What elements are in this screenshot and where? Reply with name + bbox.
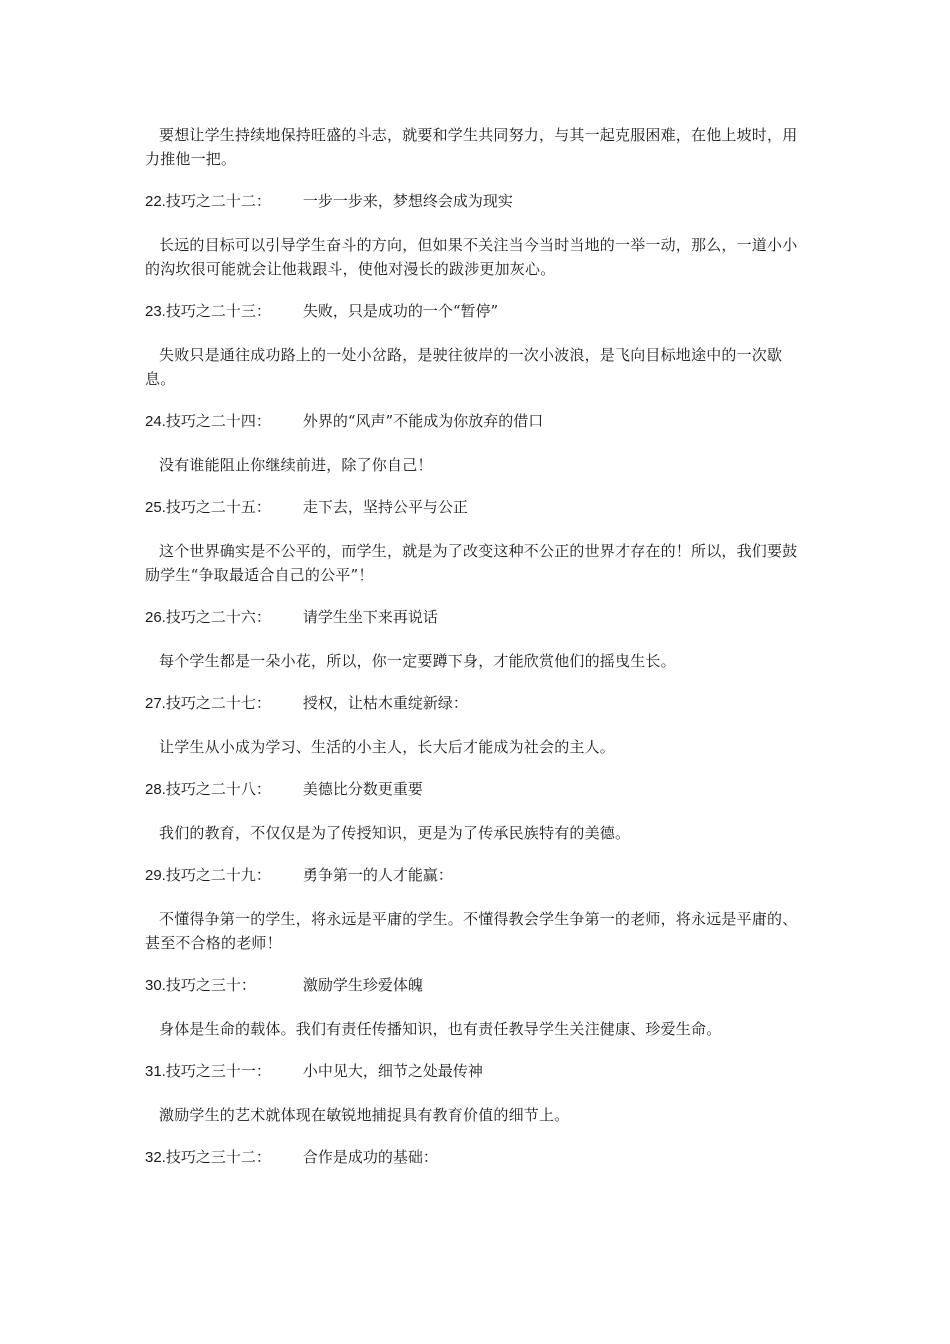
section-number: 28. [145, 781, 166, 798]
section-heading-24 [145, 409, 810, 434]
section-heading-28 [145, 777, 810, 802]
section-title: 请学生坐下来再说话 [302, 608, 438, 626]
paragraph: 这个世界确实是不公平的，而学生，就是为了改变这种不公正的世界才存在的！所以，我们要鼓励学生“争取最适合自己的公平”！ [145, 542, 798, 584]
section-label: 技巧之二十七： [165, 694, 271, 712]
section-heading-22 [145, 189, 810, 214]
section-heading-30 [145, 973, 810, 998]
section-label: 技巧之二十五： [165, 498, 271, 516]
section-number: 25. [145, 499, 166, 516]
section-heading-23 [145, 299, 810, 324]
paragraph: 每个学生都是一朵小花，所以，你一定要蹲下身，才能欣赏他们的摇曳生长。 [159, 652, 676, 670]
section-heading-31 [145, 1059, 810, 1084]
section-heading-27 [145, 691, 810, 716]
section-title: 美德比分数更重要 [302, 780, 423, 798]
paragraph: 长远的目标可以引导学生奋斗的方向，但如果不关注当今当时当地的一举一动，那么，一道小小的沟坎很可能就会让他栽跟斗，使他对漫长的跋涉更加灰心。 [145, 236, 798, 278]
paragraph: 激励学生的艺术就体现在敏锐地捕捉具有教育价值的细节上。 [159, 1106, 570, 1124]
section-title: 走下去，坚持公平与公正 [302, 498, 468, 516]
section-title: 小中见大，细节之处最传神 [302, 1062, 483, 1080]
section-title: 外界的“风声”不能成为你放弃的借口 [302, 412, 544, 430]
section-number: 27. [145, 695, 166, 712]
section-title: 合作是成功的基础： [302, 1148, 438, 1166]
section-label: 技巧之二十九： [165, 866, 271, 884]
section-label: 技巧之二十二： [165, 192, 271, 210]
section-label: 技巧之二十三： [165, 302, 271, 320]
section-label: 技巧之三十： [165, 976, 256, 994]
section-number: 31. [145, 1063, 166, 1080]
paragraph: 我们的教育，不仅仅是为了传授知识，更是为了传承民族特有的美德。 [159, 824, 631, 842]
section-label: 技巧之二十四： [165, 412, 271, 430]
section-number: 29. [145, 867, 166, 884]
paragraph: 让学生从小成为学习、生活的小主人，长大后才能成为社会的主人。 [159, 738, 616, 756]
paragraph: 身体是生命的载体。我们有责任传播知识，也有责任教导学生关注健康、珍爱生命。 [159, 1020, 722, 1038]
section-number: 23. [145, 303, 166, 320]
section-title: 失败，只是成功的一个“暂停” [302, 302, 499, 320]
paragraph: 失败只是通往成功路上的一处小岔路，是驶往彼岸的一次小波浪，是飞向目标地途中的一次歇息。 [145, 346, 783, 388]
section-number: 24. [145, 413, 166, 430]
section-number: 26. [145, 609, 166, 626]
section-label: 技巧之三十二： [165, 1148, 271, 1166]
paragraph: 不懂得争第一的学生，将永远是平庸的学生。不懂得教会学生争第一的老师，将永远是平庸的、甚至不合格的老师！ [145, 910, 798, 952]
section-number: 30. [145, 977, 166, 994]
section-label: 技巧之二十八： [165, 780, 271, 798]
section-label: 技巧之二十六： [165, 608, 271, 626]
document-body [145, 123, 810, 1170]
section-title: 激励学生珍爱体魄 [302, 976, 423, 994]
paragraph: 没有谁能阻止你继续前进，除了你自己！ [159, 456, 433, 474]
section-title: 授权，让枯木重绽新绿： [302, 694, 468, 712]
section-heading-29 [145, 863, 810, 888]
section-heading-25 [145, 495, 810, 520]
section-heading-26 [145, 605, 810, 630]
section-number: 22. [145, 193, 166, 210]
section-label: 技巧之三十一： [165, 1062, 271, 1080]
section-title: 勇争第一的人才能赢： [302, 866, 453, 884]
section-number: 32. [145, 1149, 166, 1166]
paragraph: 要想让学生持续地保持旺盛的斗志，就要和学生共同努力，与其一起克服困难，在他上坡时，用力推他一把。 [145, 126, 798, 168]
section-heading-32 [145, 1145, 810, 1170]
section-title: 一步一步来，梦想终会成为现实 [302, 192, 513, 210]
